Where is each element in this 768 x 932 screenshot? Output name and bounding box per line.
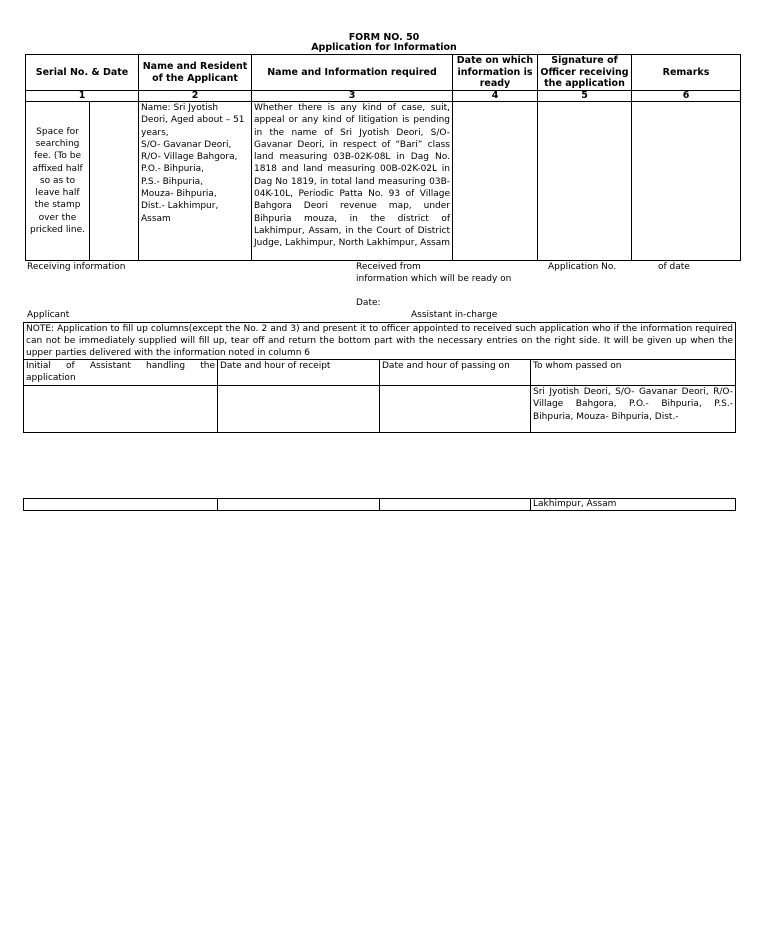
header-information-required: Name and Information required: [252, 55, 453, 91]
applicant-line: Mouza- Bihpuria,: [141, 189, 217, 200]
continuation-cell-1: [24, 499, 218, 511]
passing-datetime-cell[interactable]: [380, 386, 531, 433]
continuation-table: [23, 498, 736, 511]
header-serial-date: Serial No. & Date: [26, 55, 139, 91]
applicant-line: Deori, Aged about – 51: [141, 115, 245, 126]
serial-date-cell[interactable]: [90, 102, 139, 261]
applicant-line: S/O- Gavanar Deori,: [141, 139, 232, 150]
passed-to-continuation: Lakhimpur, Assam: [531, 499, 736, 511]
applicant-line: years,: [141, 127, 169, 138]
header-remarks: Remarks: [632, 55, 741, 91]
initial-assistant-cell[interactable]: [24, 386, 218, 433]
date-label: Date:: [356, 298, 381, 308]
applicant-line: Assam: [141, 213, 171, 224]
received-from-label: Received from: [356, 262, 421, 272]
applicant-line: P.O.- Bihpuria,: [141, 164, 204, 175]
column-number-5: 5: [538, 91, 632, 102]
passing-datetime-header: Date and hour of passing on: [380, 360, 531, 386]
receipt-datetime-header: Date and hour of receipt: [218, 360, 380, 386]
column-number-4: 4: [453, 91, 538, 102]
ready-on-label: information which will be ready on: [356, 274, 512, 284]
continuation-cell-2: [218, 499, 380, 511]
remarks-cell[interactable]: [632, 102, 741, 261]
applicant-line: Name: Sri Jyotish: [141, 103, 219, 113]
header-date-ready: Date on which information is ready: [453, 55, 538, 91]
column-number-1: 1: [26, 91, 139, 102]
applicant-line: Dist.- Lakhimpur,: [141, 201, 219, 212]
receiving-information-label: Receiving information: [27, 262, 126, 272]
applicant-line: P.S.- Bihpuria,: [141, 176, 203, 187]
initial-assistant-header: Initial of Assistant handling the application: [24, 360, 218, 386]
of-date-label: of date: [658, 262, 690, 272]
information-required-text: Whether there is any kind of case, suit, appeal or any kind of litigation is pending in the name of Sri Jyotish Deori, S/O- Gavanar Deori, in respect of “Bari” class land measuring 03B-02K-08L in Dag No. 1818 and land measuring 00B-02K-02L in Dag No 1819, in total land measuring 03B-04K-10L, Periodic Patta No. 93 of Village Bahgora Deori revenue map, under Bihpuria mouza, in the district of Lakhimpur, Assam, in the Court of District Judge, Lakhimpur, North Lakhimpur, Assam: [252, 102, 453, 261]
bottom-table: [23, 359, 736, 433]
header-officer-signature: Signature of Officer receiving the application: [538, 55, 632, 91]
passed-to-header: To whom passed on: [531, 360, 736, 386]
applicant-line: R/O- Village Bahgora,: [141, 152, 238, 163]
column-number-6: 6: [632, 91, 741, 102]
column-number-3: 3: [252, 91, 453, 102]
application-no-label: Application No.: [548, 262, 617, 272]
applicant-details: [139, 102, 252, 261]
passed-to-cell: Sri Jyotish Deori, S/O- Gavanar Deori, R/O- Village Bahgora, P.O.- Bihpuria, P.S.- Bihpuria, Mouza- Bihpuria, Dist.-: [531, 386, 736, 433]
receipt-datetime-cell[interactable]: [218, 386, 380, 433]
form-subtitle: Application for Information: [311, 42, 457, 53]
continuation-cell-3: [380, 499, 531, 511]
column-number-2: 2: [139, 91, 252, 102]
officer-signature-cell[interactable]: [538, 102, 632, 261]
stamp-space-note: Space for searching fee. (To be affixed half so as to leave half the stamp over the pricked line.: [26, 102, 90, 261]
header-applicant: Name and Resident of the Applicant: [139, 55, 252, 91]
assistant-in-charge-label: Assistant in-charge: [411, 310, 498, 320]
date-ready-cell[interactable]: [453, 102, 538, 261]
note-box: NOTE: Application to fill up columns(except the No. 2 and 3) and present it to officer appointed to received such application who if the information required can not be immediately supplied will fill up, tear off and return the bottom part with the necessary entries on the right side. It will be given up when the upper parties delivered with the information noted in column 6: [23, 322, 736, 359]
applicant-label: Applicant: [27, 310, 70, 320]
form-title: FORM NO. 50: [348, 32, 420, 43]
application-table: [25, 54, 741, 261]
